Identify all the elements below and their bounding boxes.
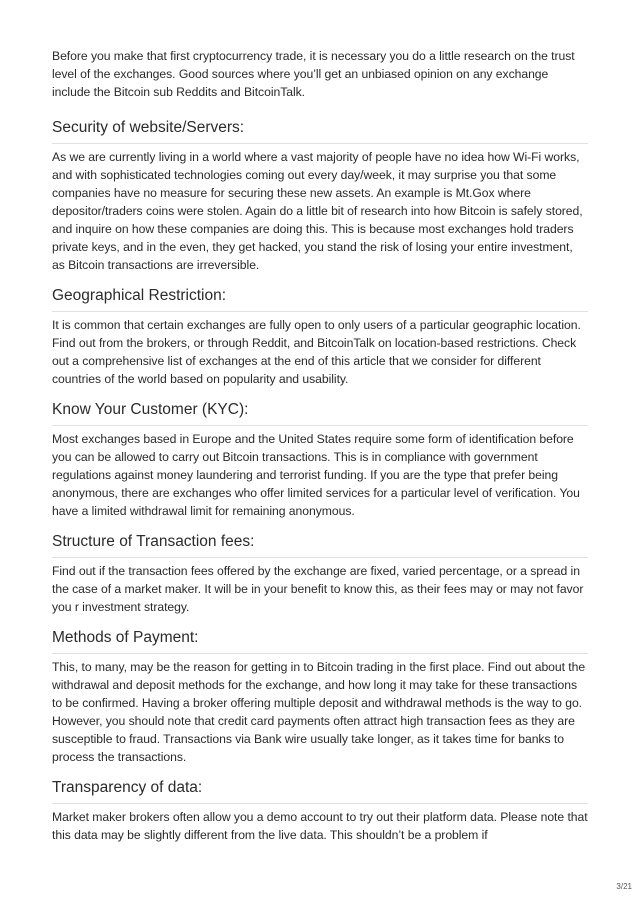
section-heading: Structure of Transaction fees:	[52, 532, 588, 558]
section-transparency-of-data	[52, 778, 588, 844]
section-security	[52, 118, 588, 274]
section-heading: Security of website/Servers:	[52, 118, 588, 144]
section-heading: Know Your Customer (KYC):	[52, 400, 588, 426]
section-heading: Transparency of data:	[52, 778, 588, 804]
section-body: This, to many, may be the reason for getting in to Bitcoin trading in the first place. Find out about the withdrawal and deposit methods for the exchange, and how long it may take for these transactions to be confirmed. Having a broker offering multiple deposit and withdrawal methods is the way to go. However, you should note that credit card payments often attract high transaction fees as they are susceptible to fraud. Transactions via Bank wire usually take longer, as it takes time for banks to process the transactions.	[52, 660, 586, 764]
section-body: Most exchanges based in Europe and the United States require some form of identification before you can be allowed to carry out Bitcoin transactions. This is in compliance with government regulations against money laundering and terrorist funding. If you are the type that prefer being anonymous, there are exchanges who offer limited services for a particular level of verification. You have a limited withdrawal limit for remaining anonymous.	[52, 432, 580, 518]
section-body: Find out if the transaction fees offered by the exchange are fixed, varied percentage, or a spread in the case of a market maker. It will be in your benefit to know this, as their fees may or may not favor you r investment strategy.	[52, 564, 584, 614]
section-heading: Geographical Restriction:	[52, 286, 588, 312]
section-body: As we are currently living in a world where a vast majority of people have no idea how Wi-Fi works, and with sophisticated technologies coming out every day/week, it may surprise you that some companies have no measure for securing these new assets. An example is Mt.Gox where depositor/traders coins were stolen. Again do a little bit of research into how Bitcoin is safely stored, and inquire on how these companies are doing this. This is because most exchanges hold traders private keys, and in the even, they get hacked, you stand the risk of losing your entire investment, as Bitcoin transactions are irreversible.	[52, 150, 583, 272]
section-body: It is common that certain exchanges are fully open to only users of a particular geographic location. Find out from the brokers, or through Reddit, and BitcoinTalk on location-based restrictions. Check out a comprehensive list of exchanges at the end of this article that we consider for different countries of the world based on popularity and usability.	[52, 318, 581, 386]
section-kyc	[52, 400, 588, 520]
intro-paragraph: Before you make that first cryptocurrency trade, it is necessary you do a little research on the trust level of the exchanges. Good sources where you’ll get an unbiased opinion on any exchange include the Bitcoin sub Reddits and BitcoinTalk.	[52, 49, 575, 99]
section-geographical-restriction	[52, 286, 588, 388]
section-body: Market maker brokers often allow you a demo account to try out their platform data. Please note that this data may be slightly different from the live data. This shouldn’t be a problem if	[52, 810, 588, 842]
page-number: 3/21	[616, 882, 632, 891]
section-heading: Methods of Payment:	[52, 628, 588, 654]
section-methods-of-payment	[52, 628, 588, 766]
document-page	[52, 47, 588, 856]
section-transaction-fees	[52, 532, 588, 616]
